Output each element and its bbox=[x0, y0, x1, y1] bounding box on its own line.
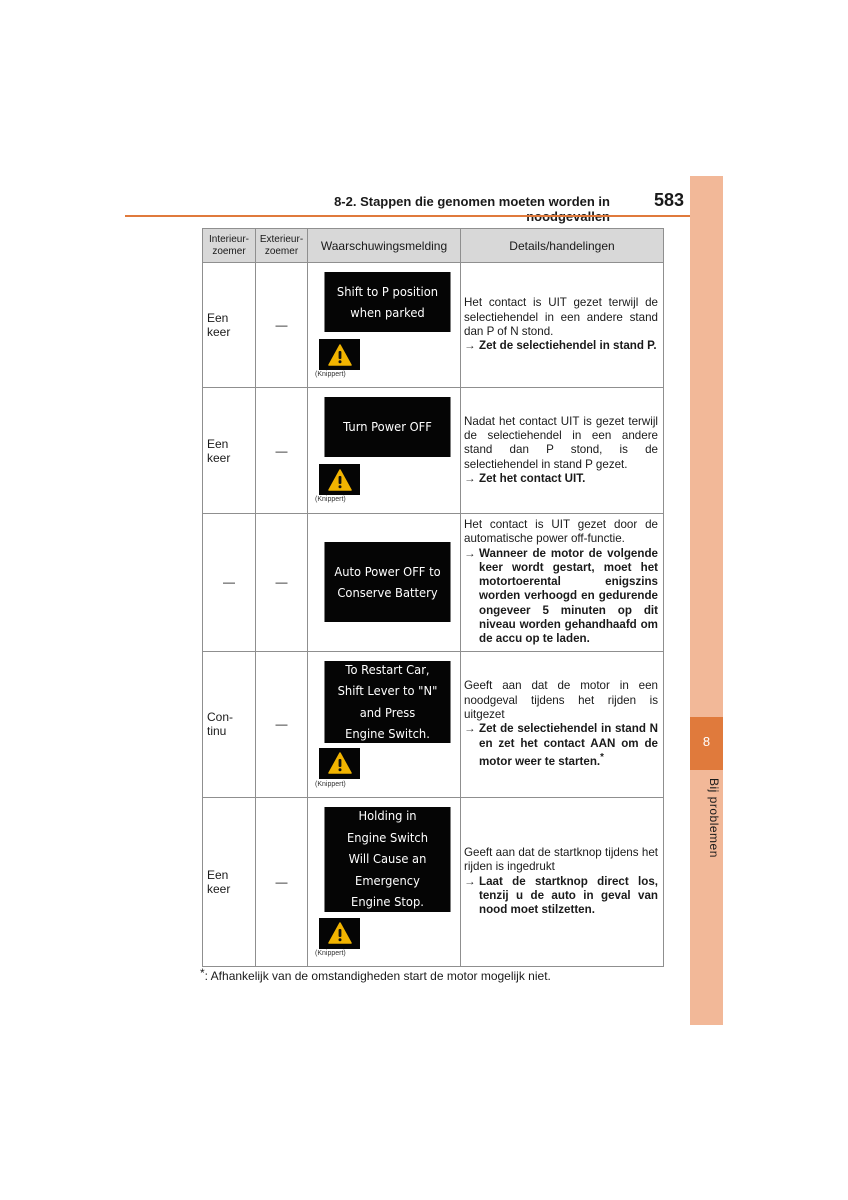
warning-triangle-icon bbox=[328, 344, 352, 366]
details-cell bbox=[461, 797, 664, 966]
warning-icon-display bbox=[319, 339, 360, 370]
table-row bbox=[203, 651, 664, 797]
lcd-line: Will Cause an bbox=[348, 851, 427, 867]
chapter-tab[interactable]: 8 bbox=[690, 717, 723, 770]
footnote bbox=[200, 966, 551, 983]
lcd-line: Shift to P position bbox=[336, 283, 439, 299]
flash-caption: (Knippert) bbox=[315, 496, 346, 503]
action-line bbox=[464, 875, 658, 918]
table-row bbox=[203, 514, 664, 652]
warning-triangle-icon bbox=[328, 922, 352, 944]
action-text: Zet de selectiehendel in stand N en zet het contact AAN om de motor weer te starten. bbox=[479, 722, 658, 768]
details-text: Het contact is UIT gezet terwijl de selectiehendel in een andere stand dan P of N stond. bbox=[464, 296, 658, 338]
interior-buzzer-cell bbox=[203, 797, 256, 966]
details-text: Geeft aan dat de motor in een noodgeval tijdens het rijden is uitgezet bbox=[464, 679, 658, 721]
details-cell bbox=[461, 514, 664, 652]
side-tab-upper bbox=[690, 176, 723, 717]
action-line bbox=[464, 339, 658, 353]
footnote-text: : Afhankelijk van de omstandigheden start de motor mogelijk niet. bbox=[204, 969, 551, 983]
action-line bbox=[464, 472, 658, 486]
header-exterior-label: Exterieur- zoemer bbox=[259, 233, 304, 257]
lcd-line: Shift Lever to "N" bbox=[337, 683, 438, 699]
arrow-icon: → bbox=[464, 339, 476, 353]
exterior-buzzer-cell: — bbox=[256, 651, 308, 797]
message-cell bbox=[308, 651, 461, 797]
header-interior-buzzer bbox=[203, 229, 256, 263]
action-line bbox=[464, 547, 658, 647]
lcd-line: Engine Stop. bbox=[351, 894, 424, 910]
action-text: Zet het contact UIT. bbox=[479, 471, 586, 485]
message-cell bbox=[308, 388, 461, 514]
lcd-line: Conserve Battery bbox=[337, 585, 438, 600]
message-cell bbox=[308, 797, 461, 966]
arrow-icon: → bbox=[464, 546, 476, 560]
action-text: Laat de startknop direct los, tenzij u de auto in geval van nood moet stilzetten. bbox=[479, 874, 658, 917]
message-cell bbox=[308, 514, 461, 652]
message-cell bbox=[308, 263, 461, 388]
interior-buzzer-text: Een keer bbox=[207, 867, 231, 896]
interior-buzzer-cell: — bbox=[203, 514, 256, 652]
interior-buzzer-cell bbox=[203, 263, 256, 388]
lcd-line: and Press bbox=[359, 704, 416, 720]
details-cell bbox=[461, 388, 664, 514]
details-text: Nadat het contact UIT is gezet terwijl de selectiehendel in een andere stand dan P stond, is de selectiehendel in stand P gezet. bbox=[464, 414, 658, 471]
footnote-mark: * bbox=[600, 751, 604, 763]
interior-buzzer-cell bbox=[203, 651, 256, 797]
header-interior-label: Interieur- zoemer bbox=[208, 233, 249, 257]
interior-buzzer-text: Con- tinu bbox=[207, 710, 234, 739]
warning-triangle-icon bbox=[328, 469, 352, 491]
chapter-label: Bij problemen bbox=[707, 778, 721, 858]
flash-caption: (Knippert) bbox=[315, 780, 346, 788]
lcd-display bbox=[324, 542, 450, 622]
arrow-icon: → bbox=[464, 874, 476, 888]
table-row bbox=[203, 797, 664, 966]
arrow-icon: → bbox=[464, 722, 476, 736]
exterior-buzzer-cell: — bbox=[256, 388, 308, 514]
arrow-icon: → bbox=[464, 471, 476, 485]
section-title: 8-2. Stappen die genomen moeten worden in bbox=[334, 194, 610, 209]
flash-caption: (Knippert) bbox=[315, 949, 346, 957]
warning-icon-display bbox=[319, 918, 360, 949]
action-line bbox=[464, 722, 658, 769]
page-number: 583 bbox=[653, 190, 684, 210]
lcd-line: Turn Power OFF bbox=[343, 419, 432, 435]
details-text: Het contact is UIT gezet door de automatische power off-functie. bbox=[464, 518, 658, 546]
warning-icon-display bbox=[319, 748, 360, 779]
table-header-row bbox=[203, 229, 664, 263]
action-text: Wanneer de motor de volgende keer wordt gestart, moet het motortoerental enigszins worden verhoogd en gedurende ongeveer 5 minuten op dit niveau worden gehandhaafd om de accu op te laden. bbox=[479, 546, 658, 646]
lcd-line: Auto Power OFF to bbox=[334, 563, 441, 579]
lcd-line: when parked bbox=[350, 305, 425, 320]
warning-icon-display bbox=[319, 464, 360, 495]
lcd-line: Engine Switch bbox=[346, 829, 429, 845]
action-text: Zet de selectiehendel in stand P. bbox=[479, 339, 657, 353]
lcd-line: Holding in bbox=[358, 808, 417, 824]
interior-buzzer-text: Een keer bbox=[207, 436, 231, 465]
flash-caption: (Knippert) bbox=[315, 371, 346, 378]
lcd-line: Emergency bbox=[355, 872, 420, 888]
lcd-display bbox=[324, 661, 450, 743]
exterior-buzzer-cell: — bbox=[256, 797, 308, 966]
warning-triangle-icon bbox=[328, 752, 352, 774]
table-row bbox=[203, 388, 664, 514]
details-text: Geeft aan dat de startknop tijdens het rijden is ingedrukt bbox=[464, 845, 658, 874]
footnote-mark: * bbox=[200, 966, 205, 980]
lcd-display bbox=[324, 272, 450, 332]
details-cell bbox=[461, 263, 664, 388]
header-rule bbox=[125, 215, 722, 217]
exterior-buzzer-cell: — bbox=[256, 263, 308, 388]
header-details: Details/handelingen bbox=[461, 229, 664, 263]
lcd-line: Engine Switch. bbox=[345, 726, 430, 742]
header-exterior-buzzer bbox=[256, 229, 308, 263]
warning-table bbox=[202, 228, 664, 967]
action-text-wrap bbox=[479, 722, 658, 769]
details-cell bbox=[461, 651, 664, 797]
lcd-display bbox=[324, 807, 450, 912]
lcd-line: To Restart Car, bbox=[345, 661, 430, 677]
table-row bbox=[203, 263, 664, 388]
interior-buzzer-cell bbox=[203, 388, 256, 514]
lcd-display bbox=[324, 397, 450, 457]
header-warning-message: Waarschuwingsmelding bbox=[308, 229, 461, 263]
interior-buzzer-text: Een keer bbox=[207, 311, 231, 339]
exterior-buzzer-cell: — bbox=[256, 514, 308, 652]
